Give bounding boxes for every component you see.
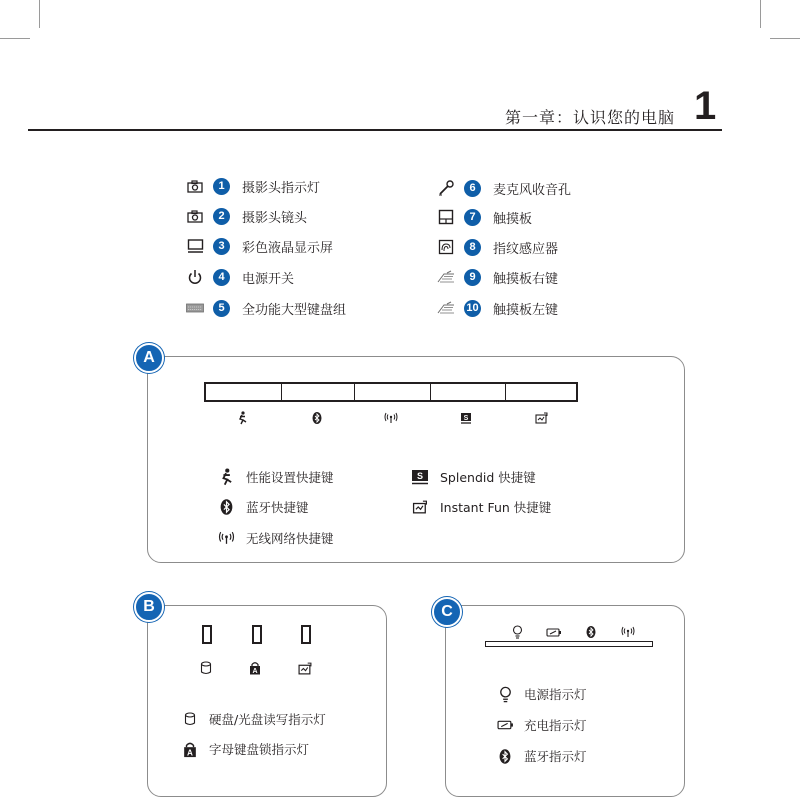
indicator-label: 充电指示灯 xyxy=(524,718,587,733)
instant-fun-icon xyxy=(296,660,314,676)
svg-text:S: S xyxy=(463,414,469,422)
legend-label: 触摸板右键 xyxy=(493,271,559,287)
legend-label: 指纹感应器 xyxy=(493,241,559,257)
legend-label: 摄影头指示灯 xyxy=(242,180,321,196)
keyboard-icon xyxy=(185,299,205,317)
monitor-icon xyxy=(185,237,205,255)
drive-icon xyxy=(181,710,199,728)
touchpad-button-icon xyxy=(436,268,456,286)
microphone-icon xyxy=(436,179,456,197)
legend-label: 全功能大型键盘组 xyxy=(242,302,347,318)
hotkey-label: Instant Fun 快捷键 xyxy=(440,500,552,515)
indicator-label: 电源指示灯 xyxy=(524,687,587,702)
caps-lock-icon xyxy=(246,660,264,676)
callout-number: 9 xyxy=(464,269,481,286)
caps-letter: A xyxy=(187,748,193,758)
callout-number: 2 xyxy=(213,208,230,225)
legend-label: 彩色液晶显示屏 xyxy=(242,240,334,256)
chapter-number: 1 xyxy=(694,84,717,128)
panel-badge: B xyxy=(134,592,164,622)
indicator-label: 硬盘/光盘读写指示灯 xyxy=(209,712,326,727)
led-light xyxy=(202,625,212,644)
drive-icon xyxy=(197,660,215,676)
instant-fun-icon xyxy=(531,410,551,426)
legend-item xyxy=(185,205,307,227)
crop-mark xyxy=(0,38,30,39)
legend-item xyxy=(436,236,558,258)
hotkey-label: 无线网络快捷键 xyxy=(246,531,334,546)
hotkey-item xyxy=(214,496,309,518)
hotkey-item xyxy=(214,466,334,488)
power4gear-icon xyxy=(232,410,252,426)
indicator-item xyxy=(181,738,309,760)
bluetooth-icon xyxy=(582,624,600,640)
chapter-title: 第一章：认识您的电脑 xyxy=(505,108,676,127)
led-light xyxy=(301,625,311,644)
splendid-icon xyxy=(408,468,432,486)
status-indicator-panel xyxy=(147,605,387,797)
hotkey-label: Splendid 快捷键 xyxy=(440,470,536,485)
led-light xyxy=(252,625,262,644)
panel-badge: C xyxy=(432,597,462,627)
hotkey-item xyxy=(408,466,536,488)
power-bulb-icon xyxy=(496,685,514,703)
camera-icon xyxy=(185,177,205,195)
bluetooth-icon xyxy=(214,498,238,516)
battery-charge-icon xyxy=(545,624,563,640)
crop-mark xyxy=(760,0,761,28)
panel-badge: A xyxy=(134,343,164,373)
header-rule xyxy=(28,129,722,131)
caps-lock-icon xyxy=(181,740,199,758)
touchpad-icon xyxy=(436,208,456,226)
wireless-icon xyxy=(381,410,401,426)
splendid-letter: S xyxy=(416,471,424,481)
svg-text:A: A xyxy=(252,668,258,675)
legend-label: 麦克风收音孔 xyxy=(493,182,572,198)
legend-label: 电源开关 xyxy=(242,271,295,287)
indicator-strip xyxy=(485,641,653,647)
legend-item xyxy=(185,297,346,319)
power-bulb-icon xyxy=(508,624,526,640)
hotkey-label: 性能设置快捷键 xyxy=(246,470,334,485)
legend-label: 摄影头镜头 xyxy=(242,210,308,226)
indicator-item xyxy=(496,714,587,736)
legend-item xyxy=(185,235,333,257)
indicator-label: 字母键盘锁指示灯 xyxy=(209,742,310,757)
legend-item xyxy=(436,177,571,199)
indicator-item xyxy=(181,708,326,730)
bluetooth-icon xyxy=(496,747,514,765)
camera-icon xyxy=(185,207,205,225)
callout-number: 8 xyxy=(464,239,481,256)
hotkey-label: 蓝牙快捷键 xyxy=(246,500,309,515)
callout-number: 6 xyxy=(464,180,481,197)
fingerprint-icon xyxy=(436,238,456,256)
legend-item xyxy=(436,266,558,288)
crop-mark xyxy=(770,38,800,39)
indicator-item xyxy=(496,745,587,767)
wireless-icon xyxy=(619,624,637,640)
legend-item xyxy=(436,206,532,228)
legend-item xyxy=(436,297,558,319)
callout-number: 3 xyxy=(213,238,230,255)
callout-number: 4 xyxy=(213,269,230,286)
legend-label: 触摸板左键 xyxy=(493,302,559,318)
bluetooth-icon xyxy=(307,410,327,426)
indicator-item xyxy=(496,683,587,705)
legend-item xyxy=(185,266,294,288)
indicator-label: 蓝牙指示灯 xyxy=(524,749,587,764)
splendid-icon xyxy=(456,410,476,426)
hotkey-item xyxy=(214,527,334,549)
callout-number: 1 xyxy=(213,178,230,195)
hotkey-strip xyxy=(204,382,578,402)
callout-number: 7 xyxy=(464,209,481,226)
legend-label: 触摸板 xyxy=(493,211,533,227)
power-icon xyxy=(185,268,205,286)
legend-item xyxy=(185,175,320,197)
hotkey-item xyxy=(408,496,551,518)
battery-charge-icon xyxy=(496,716,514,734)
instant-fun-icon xyxy=(408,498,432,516)
callout-number: 5 xyxy=(213,300,230,317)
power4gear-icon xyxy=(214,468,238,486)
crop-mark xyxy=(39,0,40,28)
wireless-icon xyxy=(214,529,238,547)
callout-number: 10 xyxy=(464,300,481,317)
touchpad-button-icon xyxy=(436,299,456,317)
